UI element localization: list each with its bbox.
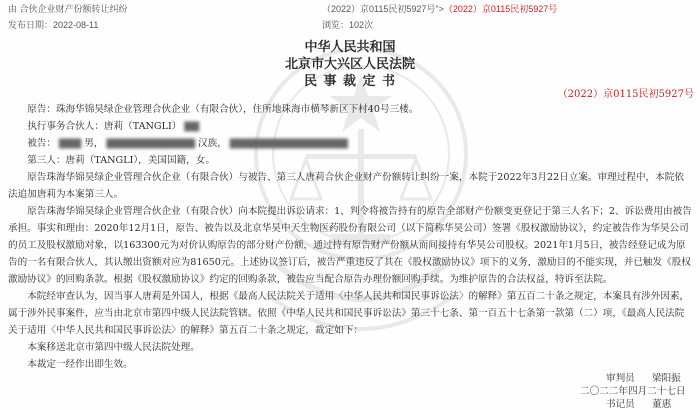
case-cause-text: 由 合伙企业财产份额转让纠纷 bbox=[8, 4, 128, 14]
doc-title-court: 北京市大兴区人民法院 bbox=[284, 57, 415, 72]
party-third: 第三人：唐莉（TANGLI），美国国籍，女。 bbox=[27, 155, 215, 166]
doc-title-type: 民 事 裁 定 书 bbox=[303, 74, 397, 89]
redacted-text: ▇▇ bbox=[181, 121, 200, 132]
judge-name: 梁阳振 bbox=[652, 373, 681, 384]
publish-date: 发布日期：2022-08-11 bbox=[8, 20, 99, 30]
doc-title-country: 中华人民共和国 bbox=[304, 40, 396, 55]
case-number: （2022）京0115民初5927号 bbox=[557, 89, 694, 100]
party-plaintiff: 原告：珠海华锦昊绿企业管理合伙企业（有限合伙），住所地珠海市横琴新区下村40号三楼。 bbox=[27, 104, 419, 115]
paragraph-ruling: 本案移送北京市第四中级人民法院处理。 bbox=[27, 342, 200, 353]
case-link[interactable]: （2022）京0115民初5927号">（2022）京0115民初5927号 bbox=[322, 4, 558, 14]
meta-row-2 bbox=[0, 18, 700, 34]
paragraph-case-filing: 原告珠海华锦昊绿企业管理合伙企业（有限合伙）与被告、第三人唐莉合伙企业财产份额转让纠纷一案，本院于2022年3月22日立案。审理过程中，本院依法追加唐莉为本案第三人。 bbox=[8, 172, 684, 200]
judge-label: 审判员 bbox=[606, 373, 635, 384]
party-defendant: 被告： ▇▇▇ 男， ▇▇▇▇▇▇▇▇▇▇▇▇ 汉族， ▇▇▇▇▇▇▇▇▇▇▇▇▇▇▇▇ bbox=[27, 138, 348, 149]
paragraph-effect: 本裁定一经作出即生效。 bbox=[27, 359, 133, 370]
view-count: 浏览：102次 bbox=[322, 20, 374, 30]
clerk-label: 书记员 bbox=[606, 399, 635, 410]
paragraph-review: 本院经审查认为，因当事人唐莉是外国人，根据《最高人民法院关于适用〈中华人民共和国民事诉讼法〉的解释》第五百二十条之规定，本案具有涉外因素，属于涉外民事案件，应当由北京市第四中级人民法院管辖。依照《中华人民共和国民事诉讼法》第三十七条、第一百五十七条第一款第（二）项，《最高人民法院关于适用〈中华人民共和国民事诉讼法〉的解释》第五百二十条之规定，裁定如下： bbox=[8, 291, 690, 336]
ruling-date: 二〇二二年四月二十七日 bbox=[580, 386, 686, 397]
meta-row-1 bbox=[0, 2, 700, 18]
paragraph-claims: 原告珠海华锦昊绿企业管理合伙企业（有限合伙）向本院提出诉讼请求：1、判令将被告持有的原告全部财产份额变更登记于第三人名下；2、诉讼费用由被告承担。事实和理由：2020年12月1日，原告、被告以及北京华昊中天生物医药股份有限公司（以下简称华昊公司）签署《股权激励协议》，约定被告作为华昊公司的员工及股权激励对象，以163300元为对价认购原告的部分财产份额，通过持有原告财产份额从而间接持有华昊公司股权。2021年1月5日，被告经登记成为原告的一名有限合伙人，其认缴出资额对应为81650元。上述协议签订后，被告严重违反了其在《股权激励协议》项下的义务，激励目的不能实现，并已触发《股权激励协议》的回购条款。根据《股权激励协议》约定的回购条款，被告应当配合原告办理份额回购手续。为维护原告的合法权益，特诉至法院。 bbox=[8, 206, 692, 285]
party-partner: 执行事务合伙人：唐莉（TANGLI） ▇▇ bbox=[27, 121, 200, 132]
clerk-name: 董惠 bbox=[652, 399, 672, 410]
